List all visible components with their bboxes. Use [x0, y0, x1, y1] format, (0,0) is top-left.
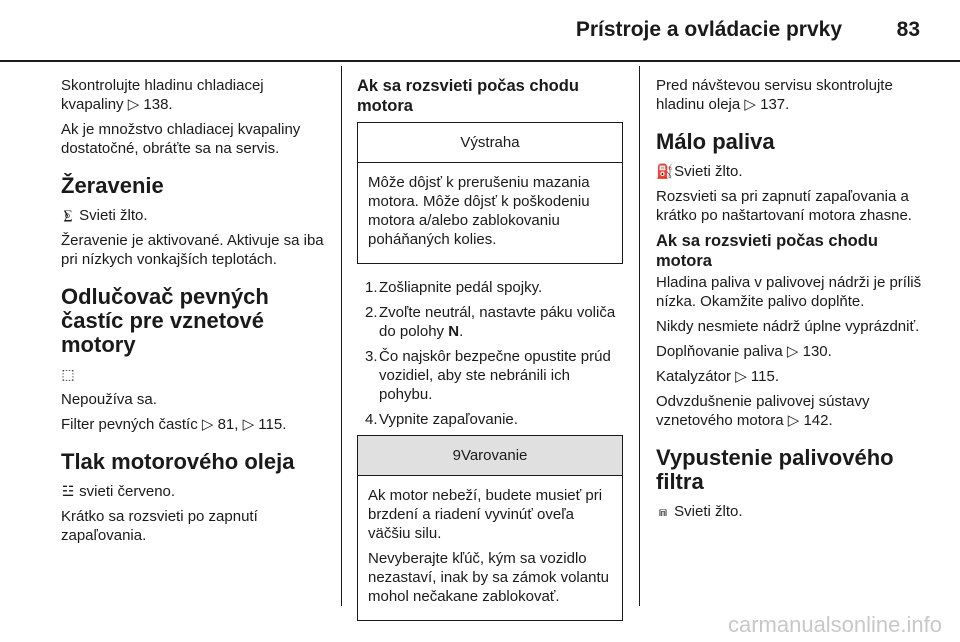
steps-list [357, 278, 623, 429]
glow-plug-icon: ⨊ [63, 207, 73, 223]
warning-triangle-icon: 9 [452, 447, 461, 464]
tlak-text: Krátko sa rozsvieti po zapnutí zapaľovania. [61, 508, 258, 544]
column-1 [61, 76, 327, 551]
column-3 [656, 76, 922, 527]
coolant-service-text: Ak je množstvo chladiacej kvapaliny dostatočné, obráťte sa na servis. [61, 121, 301, 157]
fuel-low-text: Hladina paliva v palivovej nádrži je príliš nízka. Okamžite palivo doplňte. [656, 274, 922, 310]
vypust-status-text: Svieti žlto. [674, 503, 743, 520]
oil-pressure-icon: ☳ [61, 483, 75, 499]
section-heading-vypustenie: Vypustenie palivového filtra [656, 445, 894, 494]
warning-box [357, 435, 623, 621]
zeravenie-text: Žeravenie je aktivované. Aktivuje sa iba pri nízkych vonkajších teplotách. [61, 232, 324, 268]
warning-text-1: Ak motor nebeží, budete musieť pri brzdení a riadení vyvinúť oveľa väčšiu silu. [368, 487, 603, 542]
zeravenie-status-text: Svieti žlto. [79, 207, 148, 224]
odlucovac-filter-ref: Filter pevných častíc ▷ 81, ▷ 115. [61, 416, 287, 433]
section-heading-running: Ak sa rozsvieti počas chodu motora [357, 77, 579, 115]
fuel-filter-icon: ⩎ [659, 503, 667, 519]
tlak-status-text: svieti červeno. [79, 483, 176, 500]
warning-box-body [358, 476, 622, 620]
section-heading-tlak: Tlak motorového oleja [61, 449, 295, 474]
malo-status-text: Svieti žlto. [674, 163, 743, 180]
coolant-check-text: Skontrolujte hladinu chladiacej kvapaliny ▷ 138. [61, 77, 264, 113]
refuel-ref: Doplňovanie paliva ▷ 130. [656, 343, 832, 360]
warning-text-2: Nevyberajte kľúč, kým sa vozidlo nezastaví, inak by sa zámok volantu mohol nečakane zablokovať. [368, 550, 609, 605]
bleed-ref: Odvzdušnenie palivovej sústavy vznetového motora ▷ 142. [656, 393, 870, 429]
tlak-status [61, 482, 327, 501]
section-heading-odlucovac: Odlučovač pevných častíc pre vznetové motory [61, 284, 269, 357]
warning-box-heading: 9Varovanie [358, 436, 622, 476]
header-rule [0, 60, 960, 62]
section-heading-zeravenie: Žeravenie [61, 173, 164, 198]
list-item: 1. Zošliapnite pedál spojky. [365, 279, 543, 296]
odlucovac-icon-line [61, 365, 327, 384]
caution-box-text: Môže dôjsť k prerušeniu mazania motora. Môže dôjsť k poškodeniu motora a/alebo zablokovaniu poháňaných kolies. [368, 174, 590, 248]
section-heading-fuel-running: Ak sa rozsvieti počas chodu motora [656, 232, 878, 270]
column-2 [357, 76, 623, 635]
chapter-title: Prístroje a ovládacie prvky [575, 18, 842, 41]
caution-box-heading: Výstraha [358, 123, 622, 163]
particle-filter-icon: ⬚ [61, 366, 75, 382]
watermark: carmanualsonline.info [727, 612, 942, 637]
malo-text: Rozsvieti sa pri zapnutí zapaľovania a krátko po naštartovaní motora zhasne. [656, 188, 912, 224]
fuel-empty-text: Nikdy nesmiete nádrž úplne vyprázdniť. [656, 318, 920, 335]
caution-box-body [358, 163, 622, 263]
oil-check-text: Pred návštevou servisu skontrolujte hladinu oleja ▷ 137. [656, 77, 893, 113]
list-item: 3. Čo najskôr bezpečne opustite prúd vozidiel, aby ste nebránili ich pohybu. [365, 348, 611, 403]
list-item: 4. Vypnite zapaľovanie. [365, 411, 518, 428]
section-heading-malo-paliva: Málo paliva [656, 129, 775, 154]
column-divider-2 [639, 66, 640, 606]
fuel-pump-icon: ⛽ [656, 163, 674, 179]
list-item: 2. Zvoľte neutrál, nastavte páku voliča do polohy N. [365, 304, 616, 340]
catalyst-ref: Katalyzátor ▷ 115. [656, 368, 779, 385]
malo-status [656, 162, 922, 181]
column-divider-1 [341, 66, 342, 606]
caution-box [357, 122, 623, 264]
page-number: 83 [896, 18, 920, 41]
zeravenie-status [61, 206, 327, 225]
page-header [0, 0, 960, 62]
vypust-status [656, 502, 922, 521]
odlucovac-status: Nepoužíva sa. [61, 391, 157, 408]
